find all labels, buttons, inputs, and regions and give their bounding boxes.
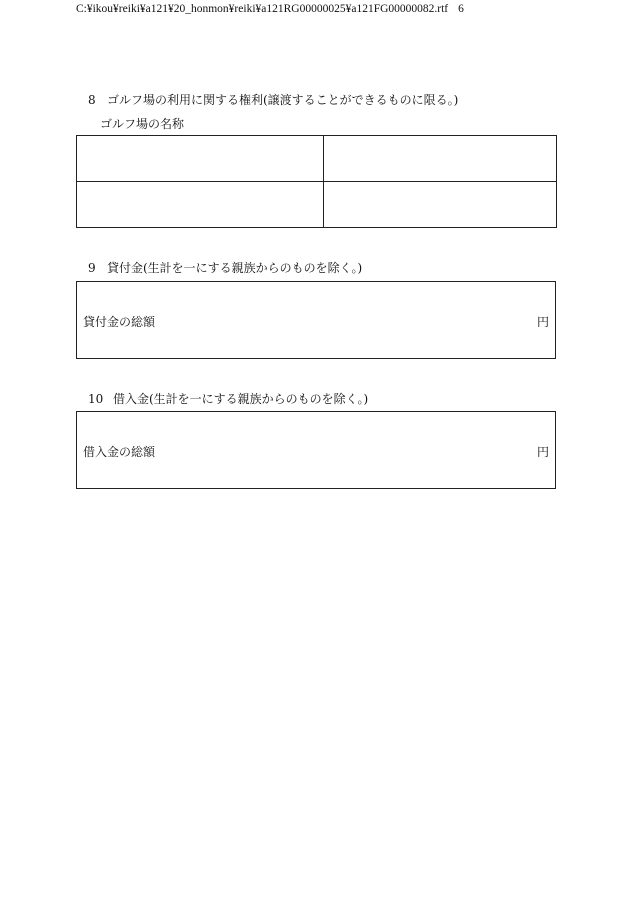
table-cell (324, 182, 557, 228)
table-cell (77, 136, 324, 182)
file-path-header (76, 3, 464, 15)
page-number: 6 (458, 3, 464, 15)
section-8-heading (88, 91, 458, 108)
table-row (77, 182, 557, 228)
golf-course-table (76, 135, 557, 228)
section-9-title: 貸付金(生計を一にする親族からのものを除く。) (107, 261, 363, 275)
file-path: C:¥ikou¥reiki¥a121¥20_honmon¥reiki¥a121RG00000025¥a121FG00000082.rtf (76, 3, 449, 15)
loans-receivable-box (76, 281, 556, 359)
section-8-number: 8 (88, 93, 96, 107)
table-cell (77, 182, 324, 228)
section-10-heading (88, 390, 368, 407)
section-8-title: ゴルフ場の利用に関する権利(譲渡することができるものに限る。) (107, 93, 459, 107)
table-cell (324, 136, 557, 182)
loans-payable-box (76, 411, 556, 489)
section-10-number: 10 (88, 392, 104, 406)
section-9-number: 9 (88, 261, 96, 275)
section-9-heading (88, 259, 362, 276)
loans-receivable-label: 貸付金の総額 (83, 315, 156, 329)
yen-unit: 円 (536, 445, 549, 459)
yen-unit: 円 (536, 315, 549, 329)
table-row (77, 136, 557, 182)
section-10-title: 借入金(生計を一にする親族からのものを除く。) (113, 392, 369, 406)
loans-payable-label: 借入金の総額 (83, 445, 156, 459)
golf-course-name-label: ゴルフ場の名称 (100, 117, 185, 131)
